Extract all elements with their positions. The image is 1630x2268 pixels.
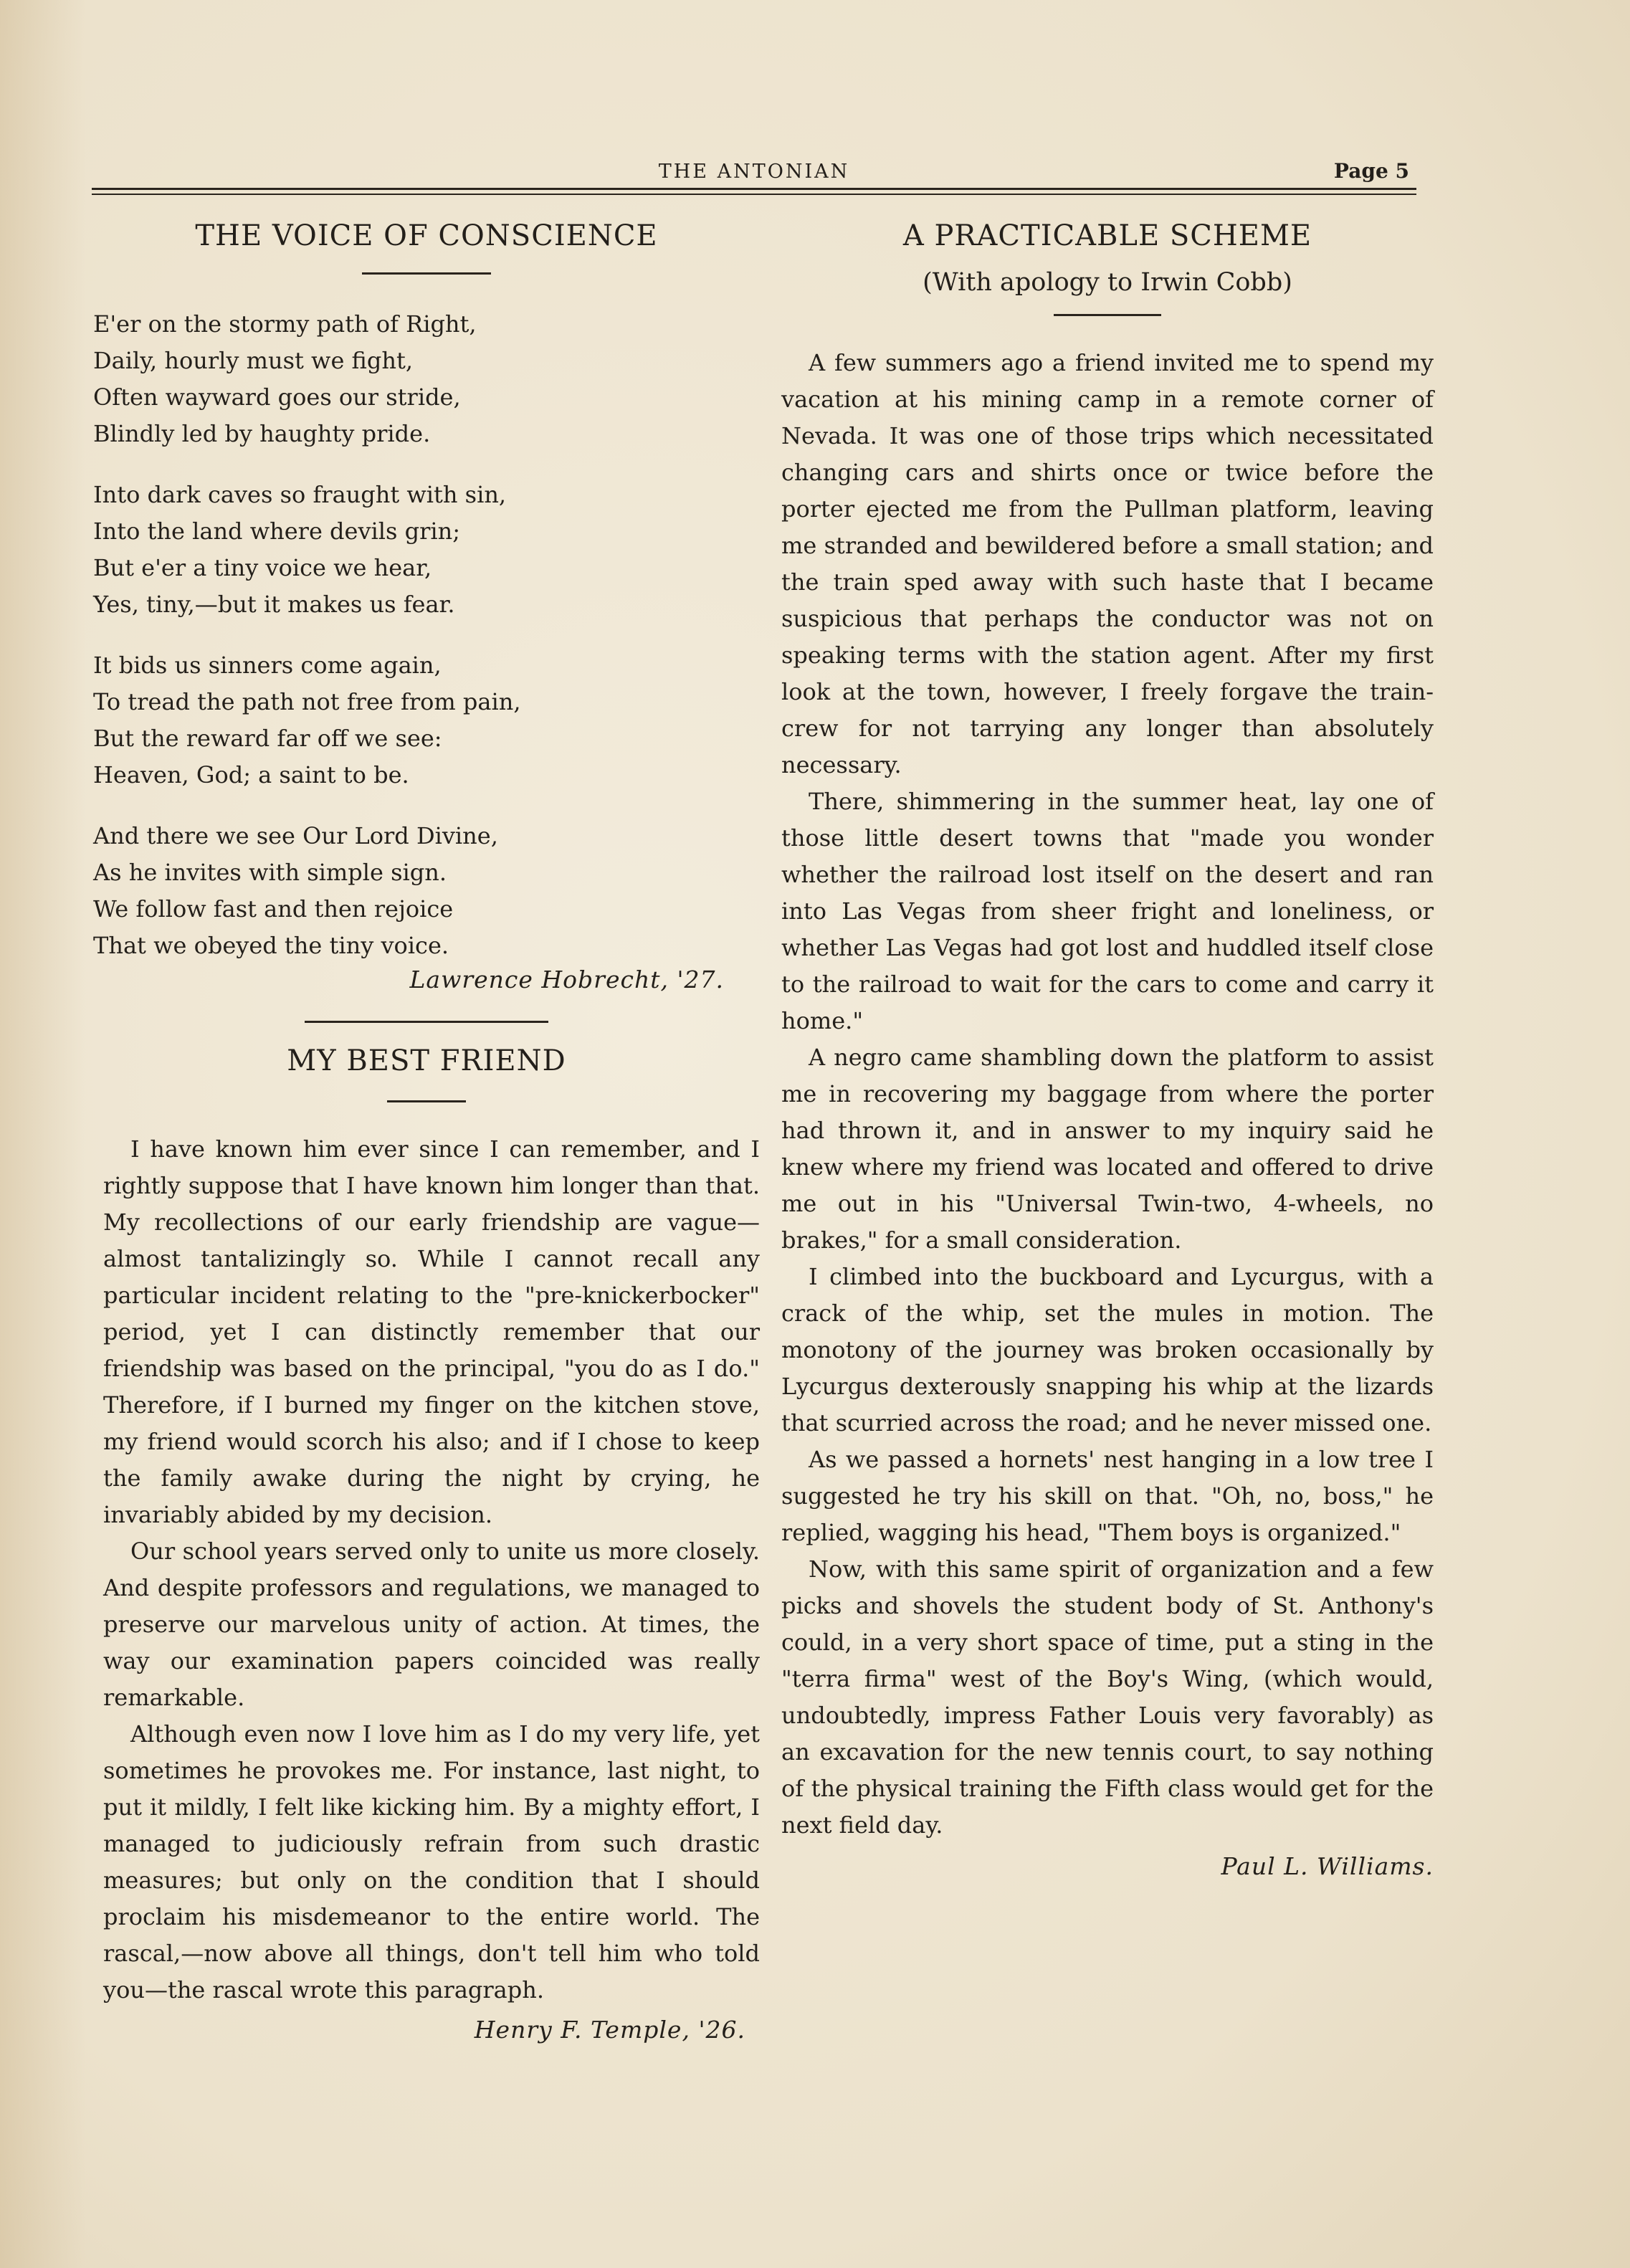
friend-paragraph: Our school years served only to unite us more closely. And despite professors and regulations, we managed to preserve our marvelous unity of action. At times, the way our examination papers coincided was really remarkable. (103, 1538, 760, 1711)
poem-line: But e'er a tiny voice we hear, (93, 554, 432, 581)
poem-line: Into dark caves so fraught with sin, (93, 481, 507, 508)
poem-line: Daily, hourly must we fight, (93, 347, 414, 374)
scheme-paragraph: I climbed into the buckboard and Lycurgus, with a crack of the whip, set the mules in motion. The monotony of the journey was broken occasionally by Lycurgus dexterously snapping his whip at the lizards that scurried across the road; and he never missed one. (781, 1263, 1434, 1436)
friend-paragraph: Although even now I love him as I do my very life, yet sometimes he provokes me. For instance, last night, to put it mildly, I felt like kicking him. By a mighty effort, I managed to judiciously refrain from such drastic measures; but only on the condition that I should proclaim his misdemeanor to the entire world. The rascal,—now above all things, don't tell him who told you—the rascal wrote this paragraph. (103, 1720, 760, 2003)
friend-paragraph: I have known him ever since I can remember, and I rightly suppose that I have known him longer than that. My recollections of our early friendship are vague—almost tantalizingly so. While I cannot recall any particular incident relating to the "pre-knickerbocker" period, yet I can distinctly remember that our friendship was based on the principal, "you do as I do." Therefore, if I burned my finger on the kitchen stove, my friend would scorch his also; and if I chose to keep the family awake during the night by crying, he invariably abided by my decision. (103, 1135, 760, 1528)
scheme-paragraph: A few summers ago a friend invited me to spend my vacation at his mining camp in a remote corner of Nevada. It was one of those trips which necessitated changing cars and shirts once or twice before the porter ejected me from the Pullman platform, leaving me stranded and bewildered before a small station; and the train sped away with such haste that I became suspicious that perhaps the conductor was not on speaking terms with the station agent. After my first look at the town, however, I freely forgave the train-crew for not tarrying any longer than absolutely necessary. (781, 349, 1434, 778)
friend-title: MY BEST FRIEND (287, 1044, 566, 1077)
poem-line: It bids us sinners come again, (93, 652, 442, 679)
poem-line: We follow fast and then rejoice (93, 895, 454, 923)
poem-stanza (93, 647, 760, 794)
scheme-paragraph: A negro came shambling down the platform to assist me in recovering my baggage from where the porter had thrown it, and in answer to my inquiry said he knew where my friend was located and offered to drive me out in his "Universal Twin-two, 4-wheels, no brakes," for a small consideration. (781, 1044, 1434, 1254)
poem-author: Lawrence Hobrecht, '27. (409, 966, 724, 994)
scheme-subtitle: (With apology to Irwin Cobb) (923, 268, 1292, 297)
left-column (93, 215, 760, 2044)
scheme-paragraph: Now, with this same spirit of organization and a few picks and shovels the student body of St. Anthony's could, in a very short space of time, put a sting in the "terra firma" west of the Boy's Wing, (which would, undoubtedly, impress Father Louis very favorably) as an excavation for the new tennis court, to say nothing of the physical training the Fifth class would get for the next field day. (781, 1555, 1434, 1839)
scheme-title: A PRACTICABLE SCHEME (902, 219, 1312, 252)
publication-title: THE ANTONIAN (658, 161, 850, 183)
header-rule (92, 188, 1416, 190)
poem-stanza (93, 818, 760, 964)
right-column (781, 215, 1434, 1880)
scheme-paragraph: As we passed a hornets' nest hanging in a low tree I suggested he try his skill on that. "Oh, no, boss," he replied, wagging his head, "Them boys is organized." (781, 1446, 1434, 1546)
poem-title: THE VOICE OF CONSCIENCE (195, 219, 658, 252)
scheme-body (781, 345, 1434, 1844)
scheme-title-rule (1054, 314, 1161, 316)
poem-line: As he invites with simple sign. (93, 859, 447, 886)
header-rule-thin (92, 194, 1416, 195)
poem-line: Often wayward goes our stride, (93, 383, 461, 411)
friend-author: Henry F. Temple, '26. (474, 2016, 745, 2044)
page-number: Page 5 (1333, 159, 1409, 183)
poem-line: E'er on the stormy path of Right, (93, 310, 477, 338)
poem-line: That we obeyed the tiny voice. (93, 932, 449, 959)
scheme-author: Paul L. Williams. (1221, 1852, 1434, 1880)
poem-title-rule (362, 272, 491, 275)
poem-stanza (93, 306, 760, 452)
poem-line: But the reward far off we see: (93, 725, 442, 752)
poem-line: Yes, tiny,—but it makes us fear. (93, 591, 455, 618)
friend-body (93, 1131, 760, 2009)
friend-title-rule (387, 1100, 466, 1102)
section-divider (305, 1021, 548, 1023)
poem-body (93, 306, 760, 964)
scheme-paragraph: There, shimmering in the summer heat, lay one of those little desert towns that "made you wonder whether the railroad lost itself on the desert and ran into Las Vegas from sheer fright and loneliness, or whether Las Vegas had got lost and huddled itself close to the railroad to wait for the cars to come and carry it home." (781, 788, 1434, 1034)
poem-line: To tread the path not free from pain, (93, 688, 521, 715)
poem-line: Into the land where devils grin; (93, 518, 461, 545)
poem-line: And there we see Our Lord Divine, (93, 822, 498, 849)
poem-line: Heaven, God; a saint to be. (93, 761, 409, 788)
poem-stanza (93, 477, 760, 623)
paper-stain (0, 0, 86, 2268)
running-header (92, 159, 1416, 191)
poem-line: Blindly led by haughty pride. (93, 420, 431, 447)
